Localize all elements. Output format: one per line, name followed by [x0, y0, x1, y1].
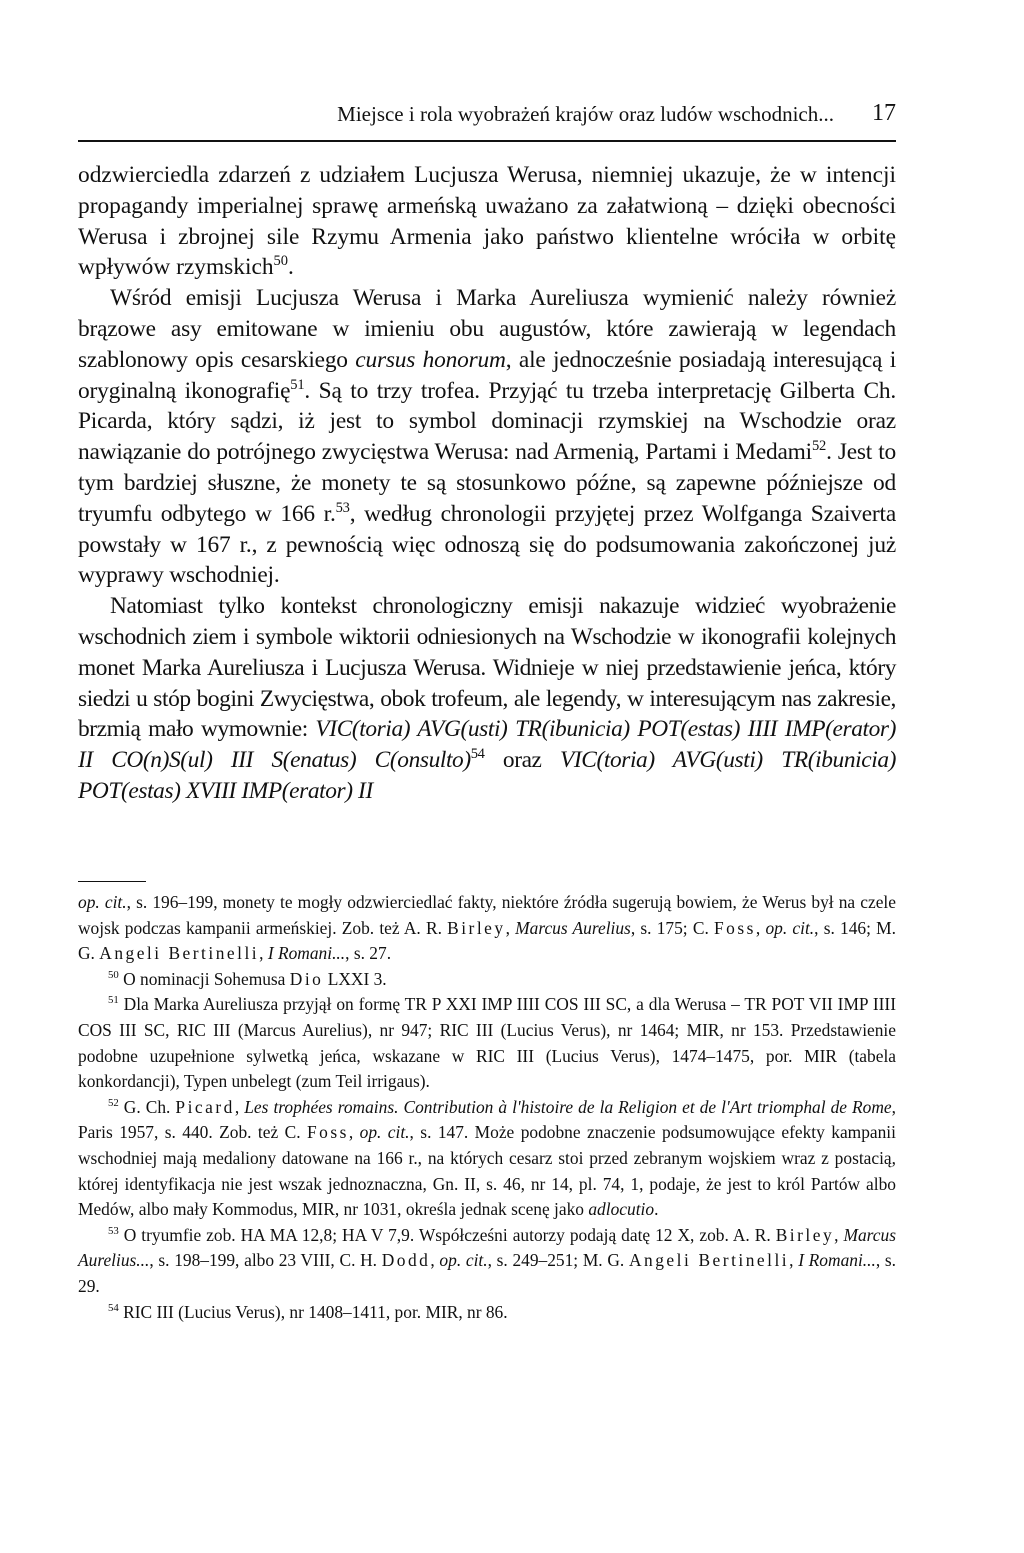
footnote-53-text-b: ,: [834, 1224, 844, 1245]
paragraph-1-text: odzwierciedla zdarzeń z udziałem Lucjusza Werusa, niemniej ukazuje, że w intencji propagandy imperialnej sprawę armeńską uważano za załatwioną – dzięki obecności Werusa i zbrojnej sile Rzymu Armenia jako państwo klientelne wróciła w orbitę wpływów rzymskich: [78, 162, 896, 281]
fn-cont-text-d: , s. 175; C.: [630, 917, 714, 938]
cursus-honorum-italic: cursus honorum: [355, 346, 506, 373]
footnotes: [78, 890, 896, 1325]
coin-legend-2: VIC(toria) AVG(usti) TR(ibunicia) POT(estas) XVIII IMP(erator) II: [78, 747, 896, 804]
fn-cont-text-e: ,: [755, 917, 766, 938]
fn-cont-opcit: op. cit.: [78, 892, 127, 912]
fn-cont-text-f: , s. 146; M. G.: [78, 917, 896, 964]
footnote-53-text-d: ,: [430, 1250, 440, 1271]
footnote-53-text-g: , s. 29.: [78, 1250, 896, 1296]
footnote-50-number: 50: [108, 968, 119, 981]
footnote-51-text: Dla Marka Aureliusza przyjął on formę TR P XXI IMP IIII COS III SC, a dla Werusa – TR POT VII IMP IIII COS III SC, RIC III (Marcus Aurelius), nr 947; RIC III (Lucius Verus), nr 1464; MIR, nr 153. Przedstawienie podobne uzupełnione sylwetką jeńca, wskazane w RIC III (Lucius Verus), 1474–1475, por. MIR (tabela konkordancji), Typen unbelegt (zum Teil irrigaus).: [78, 994, 896, 1092]
fn-cont-text-b: , s. 196–199, monety te mogły odzwierciedlać fakty, niektóre źródła sugerują bowiem, że Werus był na czele wojsk podczas kampanii armeńskiej. Zob. też A. R.: [78, 892, 896, 938]
fn-cont-angeli: Angeli Bertinelli: [99, 943, 260, 964]
fn-cont-text-c: ,: [505, 917, 516, 938]
footnote-52-picard: Picard: [175, 1096, 235, 1117]
footnote-50-dio: Dio: [289, 968, 324, 989]
footnote-continued: [78, 890, 896, 967]
footnote-52-text-d: ,: [348, 1122, 360, 1143]
paragraph-3-text-a: Natomiast tylko kontekst chronologiczny emisji nakazuje widzieć wyobrażenie wschodnich ziem i symbole wiktorii odniesionych na Wschodzie w ikonografii kolejnych monet Marka Aureliusza i Lucjusza Werusa. Widnieje w niej przedstawienie jeńca, który siedzi u stóp bogini Zwycięstwa, obok trofeum, ale legendy, w interesującym nas zakresie, brzmią mało wymownie:: [78, 593, 896, 743]
main-text: [78, 160, 896, 807]
footnote-52-text-b: ,: [234, 1096, 245, 1117]
footnote-52-text-e: , s. 147. Może podobne znaczenie podsumowujące efekty kampanii wschodniej mają medaliony datowane na 166 r., na których cesarz stoi przed zebranym wojskiem wraz z postacią, której identyfikacja nie jest wszak jednoznaczna, Gn. II, s. 46, nr 14, pl. 74, 1, podaje, że jest to król Partów albo Medów, albo mały Kommodus, MIR, nr 1031, określa jednak scenę jako: [78, 1122, 896, 1220]
paragraph-2-text-a: Wśród emisji Lucjusza Werusa i Marka Aureliusza wymienić należy również brązowe asy emitowane w imieniu obu augustów, które zawierają w legendach szablonowy opis cesarskiego: [78, 285, 896, 373]
footnote-54-text: RIC III (Lucius Verus), nr 1408–1411, por. MIR, nr 86.: [118, 1301, 508, 1322]
paragraph-3-text-b: oraz: [484, 747, 560, 774]
footnote-53-text-c: , s. 198–199, albo 23 VIII, C. H.: [149, 1250, 382, 1271]
footnote-separator: [78, 881, 146, 882]
running-title: Miejsce i rola wyobrażeń krajów oraz ludów wschodnich...: [337, 102, 834, 126]
page-number: 17: [872, 100, 896, 126]
footnote-53-number: 53: [108, 1224, 119, 1237]
footnote-53-opcit: op. cit.: [439, 1250, 488, 1271]
paragraph-2-text-d: . Jest to tym bardziej słuszne, że monety te są stosunkowo późne, są zapewne późniejsze od tryumfu odbytego w 166 r.: [78, 439, 896, 527]
footnote-ref-52: 52: [811, 438, 827, 455]
footnote-50: [78, 967, 896, 993]
footnote-53-text-e: , s. 249–251; M. G.: [487, 1250, 629, 1271]
footnote-53-marcus: Marcus Aurelius...: [78, 1224, 896, 1271]
footnote-ref-53: 53: [335, 499, 350, 516]
paragraph-1-end: .: [288, 254, 294, 281]
footnote-52-text-a: G. Ch.: [118, 1096, 176, 1117]
footnote-52: [78, 1095, 896, 1223]
footnote-53: [78, 1223, 896, 1300]
footnote-51: [78, 992, 896, 1094]
footnote-50-text-a: O nominacji Sohemusa: [118, 968, 290, 989]
paragraph-2-text-e: , według chronologii przyjętej przez Wolfganga Szaiverta powstały w 167 r., z pewnością więc odnoszą się do podsumowania zakończonej już wyprawy wschodniej.: [78, 500, 896, 589]
coin-legend-1: VIC(toria) AVG(usti) TR(ibunicia) POT(estas) IIII IMP(erator) II CO(n)S(ul) III S(enatus) C(onsulto): [78, 716, 896, 774]
paragraph-2: [78, 283, 896, 591]
footnote-ref-51: 51: [290, 376, 305, 393]
fn-cont-foss: Foss: [714, 917, 756, 938]
footnote-54-number: 54: [108, 1301, 119, 1314]
footnote-53-dodd: Dodd: [381, 1250, 431, 1271]
footnote-53-text-a: O tryumfie zob. HA MA 12,8; HA V 7,9. Współcześni autorzy podają datę 12 X, zob. A. R.: [118, 1224, 776, 1245]
footnote-53-romani: I Romani...: [798, 1250, 876, 1271]
paragraph-2-text-b: , ale jednocześnie posiadają interesującą i oryginalną ikonografię: [78, 346, 897, 404]
paragraph-1: [78, 160, 896, 283]
footnote-52-text-f: .: [654, 1199, 659, 1220]
footnote-ref-54: 54: [470, 746, 485, 763]
fn-cont-opcit-2: op. cit.: [765, 917, 815, 938]
footnote-ref-50: 50: [273, 253, 289, 270]
footnote-53-text-f: ,: [789, 1250, 799, 1271]
footnote-53-birley: Birley: [775, 1224, 835, 1245]
footnote-52-adlocutio: adlocutio: [588, 1199, 655, 1220]
fn-cont-text-h: , s. 27.: [345, 943, 392, 964]
running-header: [78, 100, 896, 142]
paragraph-2-text-c: . Są to trzy trofea. Przyjąć tu trzeba interpretację Gilberta Ch. Picarda, który sądzi, iż jest to symbol dominacji rzymskiej na Wschodzie oraz nawiązanie do potrójnego zwycięstwa Werusa: nad Armenią, Partami i Medami: [78, 377, 896, 466]
fn-cont-text-g: ,: [259, 943, 268, 964]
footnote-52-title: Les trophées romains. Contribution à l'histoire de la Religion et de l'Art triomphal de Rome: [244, 1096, 892, 1117]
footnote-50-text-b: LXXI 3.: [323, 968, 387, 989]
footnote-53-angeli: Angeli Bertinelli: [628, 1250, 790, 1271]
footnote-52-number: 52: [108, 1096, 119, 1109]
footnote-52-opcit: op. cit.: [359, 1122, 410, 1143]
footnote-54: [78, 1300, 896, 1326]
footnote-52-foss: Foss: [306, 1122, 349, 1143]
fn-cont-marcus: Marcus Aurelius: [515, 917, 631, 938]
fn-cont-romani: I Romani...: [267, 943, 346, 964]
paragraph-3: [78, 591, 896, 807]
fn-cont-birley: Birley: [447, 917, 506, 938]
footnote-52-text-c: , Paris 1957, s. 440. Zob. też C.: [78, 1096, 897, 1143]
footnote-51-number: 51: [108, 994, 119, 1007]
